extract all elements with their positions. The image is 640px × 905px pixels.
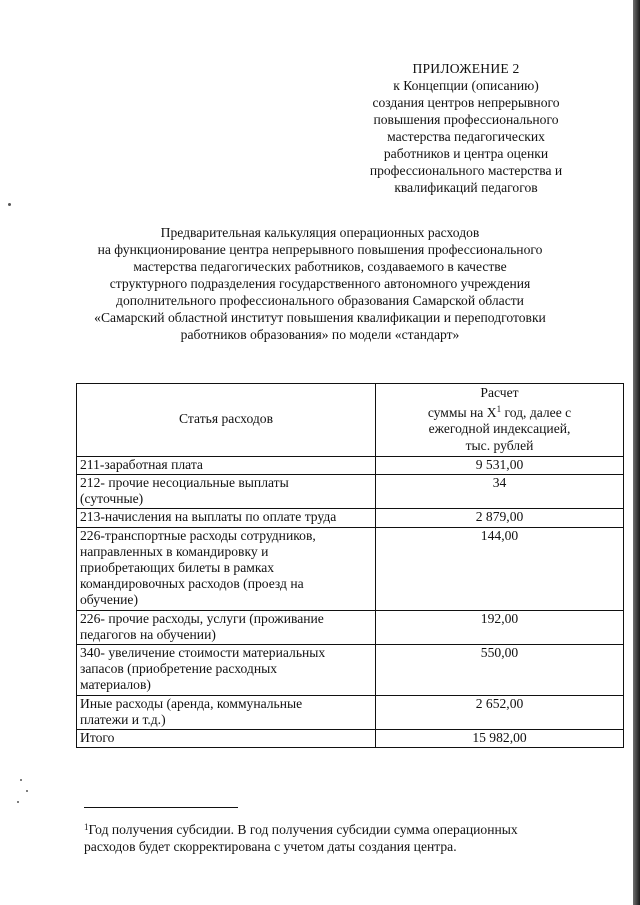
footnote-mark: 1 <box>84 822 89 832</box>
table-row <box>77 645 624 696</box>
expense-amount: 2 879,00 <box>376 509 624 527</box>
table-header-row <box>77 384 624 457</box>
expense-item-line: 226- прочие расходы, услуги (проживание <box>80 610 324 626</box>
expense-item-line: 226-транспортные расходы сотрудников, <box>80 527 316 543</box>
appendix-line: профессионального мастерства и <box>369 163 563 178</box>
title-line: Предварительная калькуляция операционных расходов <box>160 225 480 240</box>
header-sum-column <box>376 384 624 457</box>
title-line: на функционирование центра непрерывного повышения профессионального <box>97 242 543 257</box>
expense-item-line: платежи и т.д.) <box>80 711 166 727</box>
expense-item <box>77 456 376 474</box>
total-amount: 15 982,00 <box>376 730 624 748</box>
appendix-line: квалификаций педагогов <box>394 180 538 195</box>
header-sum-line: ежегодной индексацией, <box>428 421 571 437</box>
expense-amount: 9 531,00 <box>376 456 624 474</box>
header-item-column: Статья расходов <box>77 384 376 457</box>
appendix-heading: ПРИЛОЖЕНИЕ 2 <box>412 61 520 76</box>
scan-speck <box>8 203 11 206</box>
scan-speck <box>26 790 28 792</box>
expense-item <box>77 695 376 729</box>
footnote-line: расходов будет скорректирована с учетом даты создания центра. <box>84 839 457 854</box>
table-total-row <box>77 730 624 748</box>
expense-item <box>77 730 376 748</box>
header-sum-line: тыс. рублей <box>465 437 534 453</box>
expense-amount: 550,00 <box>376 645 624 696</box>
title-line: работников образования» по модели «стандарт» <box>180 327 460 342</box>
expense-item-line: 213-начисления на выплаты по оплате труда <box>80 509 337 525</box>
scan-speck <box>17 801 19 803</box>
expense-item <box>77 527 376 610</box>
header-sum-line: Расчет <box>480 385 519 400</box>
document-title <box>40 224 600 343</box>
expense-item-line: Итого <box>80 730 115 746</box>
expense-item-line: 340- увеличение стоимости материальных <box>80 645 326 661</box>
table-row <box>77 509 624 527</box>
appendix-line: к Концепции (описанию) <box>393 78 539 93</box>
table-row <box>77 695 624 729</box>
expense-item-line: командировочных расходов (проезд на <box>80 576 304 592</box>
title-line: дополнительного профессионального образования Самарской области <box>116 293 524 308</box>
footnote-text: Год получения субсидии. В год получения субсидии сумма операционных <box>88 822 518 837</box>
title-line: структурного подразделения государственного автономного учреждения <box>109 276 531 291</box>
expense-amount: 2 652,00 <box>376 695 624 729</box>
table-row <box>77 456 624 474</box>
expense-item <box>77 610 376 644</box>
expense-item-line: запасов (приобретение расходных <box>80 661 278 677</box>
expense-item-line: Иные расходы (аренда, коммунальные <box>80 695 303 711</box>
scan-page-edge <box>633 0 640 905</box>
table-row <box>77 610 624 644</box>
expense-item-line: 212- прочие несоциальные выплаты <box>80 475 289 491</box>
appendix-line: повышения профессионального <box>373 112 559 127</box>
expense-item <box>77 475 376 509</box>
expense-item-line: обучение) <box>80 592 138 608</box>
scan-speck <box>20 779 22 781</box>
footnote-reference: 1 <box>496 404 502 415</box>
table-row <box>77 475 624 509</box>
expense-amount: 192,00 <box>376 610 624 644</box>
expense-item <box>77 645 376 696</box>
expense-item-line: направленных в командировку и <box>80 543 269 559</box>
expense-item-line: педагогов на обучении) <box>80 626 216 642</box>
header-sum-line: год, далее с <box>501 405 572 421</box>
table-row <box>77 527 624 610</box>
title-line: мастерства педагогических работников, создаваемого в качестве <box>133 259 507 274</box>
footnote-line <box>84 819 604 838</box>
expense-amount: 144,00 <box>376 527 624 610</box>
expense-item-line: материалов) <box>80 677 151 693</box>
expense-item-line: (суточные) <box>80 491 144 507</box>
footnote-separator <box>84 807 238 808</box>
appendix-header <box>340 60 592 196</box>
appendix-line: мастерства педагогических <box>387 129 545 144</box>
title-line: «Самарский областной институт повышения квалификации и переподготовки <box>94 310 546 325</box>
expense-item-line: 211-заработная плата <box>80 456 203 472</box>
expense-amount: 34 <box>376 475 624 509</box>
appendix-line: создания центров непрерывного <box>372 95 560 110</box>
appendix-line: работников и центра оценки <box>383 146 549 161</box>
header-sum-line: суммы на Х <box>427 405 497 421</box>
expenses-table <box>76 383 624 748</box>
expense-item-line: приобретающих билеты в рамках <box>80 560 275 576</box>
expense-item <box>77 509 376 527</box>
footnote <box>84 819 604 855</box>
